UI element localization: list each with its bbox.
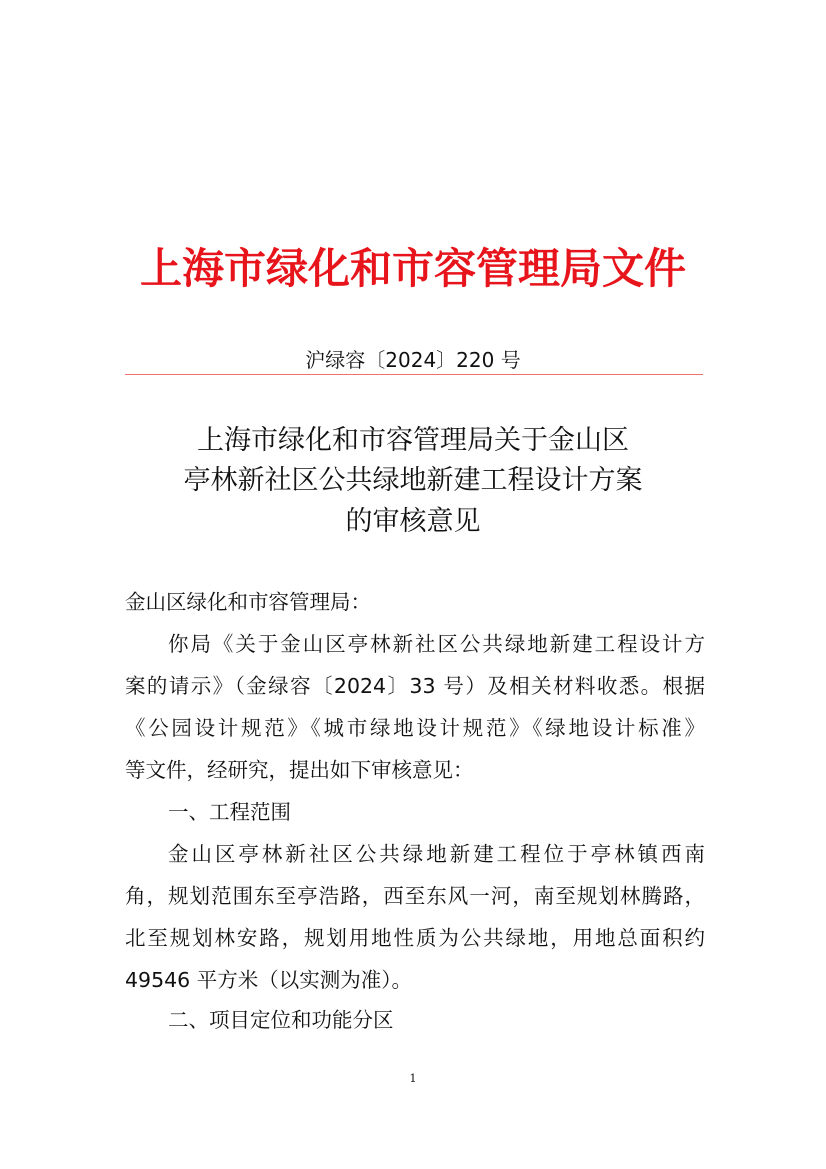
doc-title-line: 亭林新社区公共绿地新建工程设计方案 [183,465,643,496]
doc-title-line: 上海市绿化和市容管理局关于金山区 [197,425,629,456]
body-line: 等文件，经研究，提出如下审核意见： [125,758,474,782]
salutation: 金山区绿化和市容管理局： [125,590,371,614]
body-line: 案的请示》（金绿容〔2024〕33 号）及相关材料收悉。根据 [125,674,705,698]
section-heading: 一、工程范围 [168,800,291,824]
body-line: 金山区亭林新社区公共绿地新建工程位于亭林镇西南 [168,842,705,866]
document-number: 沪绿容〔2024〕220 号 [305,348,521,372]
page-number: 1 [409,1072,417,1085]
body-line: 49546 平方米（以实测为准）。 [125,968,412,992]
issuer-title: 上海市绿化和市容管理局文件 [139,244,686,293]
body-line: 《公园设计规范》《城市绿地设计规范》《绿地设计标准》 [125,716,705,740]
body-line: 你局《关于金山区亭林新社区公共绿地新建工程设计方 [168,632,705,656]
red-divider [125,374,703,375]
section-heading: 二、项目定位和功能分区 [168,1008,394,1032]
doc-title-line: 的审核意见 [345,506,481,537]
body-line: 北至规划林安路，规划用地性质为公共绿地，用地总面积约 [125,926,705,950]
body-line: 角，规划范围东至亭浩路，西至东风一河，南至规划林腾路， [125,884,705,908]
